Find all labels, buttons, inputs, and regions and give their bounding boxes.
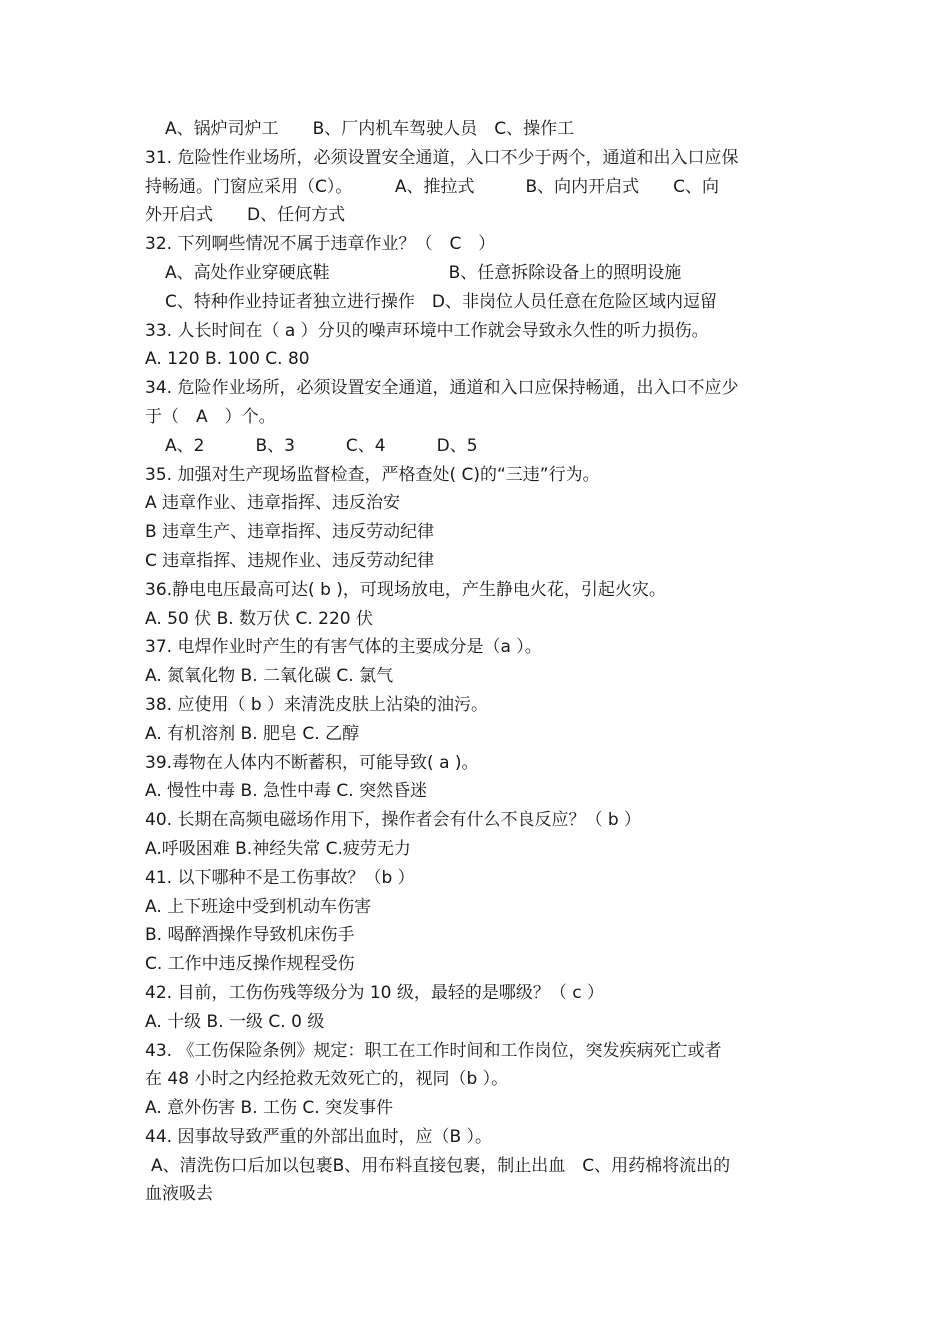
q35-text: 35. 加强对生产现场监督检查，严格查处( C)的“三违”行为。 xyxy=(145,464,600,485)
q41-option-a: A. 上下班途中受到机动车伤害 xyxy=(145,896,372,917)
q34-text-line-1: 34. 危险作业场所，必须设置安全通道，通道和入口应保持畅通，出入口不应少 xyxy=(145,378,739,399)
q34-text-line-2: 于（ A ）个。 xyxy=(145,406,276,427)
q32-options-line-2: C、特种作业持证者独立进行操作 D、非岗位人员任意在危险区域内逗留 xyxy=(165,291,717,312)
q44-text: 44. 因事故导致严重的外部出血时，应（B ）。 xyxy=(145,1126,493,1147)
q37-text: 37. 电焊作业时产生的有害气体的主要成分是（a ）。 xyxy=(145,637,542,658)
q31-text-line-1: 31. 危险性作业场所，必须设置安全通道，入口不少于两个，通道和出入口应保 xyxy=(145,147,739,168)
q34-options: A、2 B、3 C、4 D、5 xyxy=(165,435,478,456)
q36-text: 36.静电电压最高可达( b )，可现场放电，产生静电火花，引起火灾。 xyxy=(145,579,666,600)
document-page xyxy=(145,115,825,1209)
q41-text: 41. 以下哪种不是工伤事故？（b ） xyxy=(145,867,415,888)
q39-options: A. 慢性中毒 B. 急性中毒 C. 突然昏迷 xyxy=(145,781,428,802)
q31-text-line-3: 外开启式 D、任何方式 xyxy=(145,205,346,226)
q37-options: A. 氮氧化物 B. 二氧化碳 C. 氯气 xyxy=(145,666,394,687)
q35-option-b: B 违章生产、违章指挥、违反劳动纪律 xyxy=(145,522,435,543)
q39-text: 39.毒物在人体内不断蓄积，可能导致( a )。 xyxy=(145,752,479,773)
q33-text: 33. 人长时间在（ a ）分贝的噪声环境中工作就会导致永久性的听力损伤。 xyxy=(145,320,709,341)
q38-options: A. 有机溶剂 B. 肥皂 C. 乙醇 xyxy=(145,723,360,744)
q41-option-b: B. 喝醉酒操作导致机床伤手 xyxy=(145,925,355,946)
q32-text: 32. 下列啊些情况不属于违章作业？（ C ） xyxy=(145,234,496,255)
q43-text-line-2: 在 48 小时之内经抢救无效死亡的，视同（b ）。 xyxy=(145,1069,509,1090)
q35-option-a: A 违章作业、违章指挥、违反治安 xyxy=(145,493,401,514)
q42-text: 42. 目前，工伤伤残等级分为 10 级，最轻的是哪级？（ c ） xyxy=(145,982,605,1003)
q44-options-line-1: A、清洗伤口后加以包裹B、用布料直接包裹，制止出血 C、用药棉将流出的 xyxy=(151,1155,731,1176)
q40-text: 40. 长期在高频电磁场作用下，操作者会有什么不良反应？（ b ） xyxy=(145,810,642,831)
q40-options: A.呼吸困难 B.神经失常 C.疲劳无力 xyxy=(145,838,411,859)
q32-options-line-1: A、高处作业穿硬底鞋 B、任意拆除设备上的照明设施 xyxy=(165,262,682,283)
q43-text-line-1: 43. 《工伤保险条例》规定：职工在工作时间和工作岗位，突发疾病死亡或者 xyxy=(145,1040,722,1061)
q42-options: A. 十级 B. 一级 C. 0 级 xyxy=(145,1011,325,1032)
q33-options: A. 120 B. 100 C. 80 xyxy=(145,349,310,370)
q41-option-c: C. 工作中违反操作规程受伤 xyxy=(145,954,355,975)
q36-options: A. 50 伏 B. 数万伏 C. 220 伏 xyxy=(145,608,373,629)
q38-text: 38. 应使用（ b ）来清洗皮肤上沾染的油污。 xyxy=(145,694,489,715)
q35-option-c: C 违章指挥、违规作业、违反劳动纪律 xyxy=(145,550,435,571)
q44-options-line-2: 血液吸去 xyxy=(145,1184,213,1205)
q31-text-line-2: 持畅通。门窗应采用（C）。 A、推拉式 B、向内开启式 C、向 xyxy=(145,176,720,197)
q43-options: A. 意外伤害 B. 工伤 C. 突发事件 xyxy=(145,1098,394,1119)
q30-options: A、锅炉司炉工 B、厂内机车驾驶人员 C、操作工 xyxy=(165,119,575,139)
